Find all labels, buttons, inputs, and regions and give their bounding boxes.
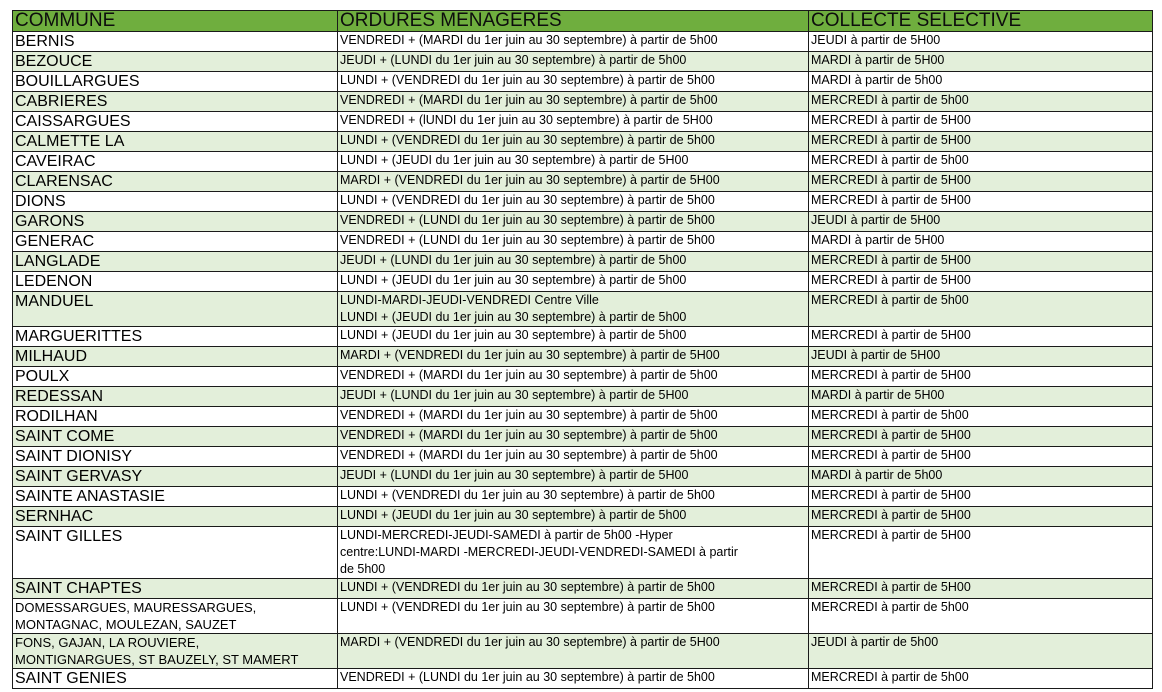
collecte-selective-text: MERCREDI à partir de 5H00 — [811, 508, 971, 522]
collecte-selective-cell — [809, 367, 1153, 387]
commune-name: FONS, GAJAN, LA ROUVIERE, — [15, 635, 200, 650]
collecte-selective-text: MERCREDI à partir de 5H00 — [811, 428, 971, 442]
table-row — [13, 92, 1153, 112]
collecte-selective-text: MERCREDI à partir de 5h00 — [811, 600, 969, 614]
collecte-selective-cell — [809, 669, 1153, 689]
commune-name: BERNIS — [15, 33, 75, 50]
ordures-menageres-cell — [338, 192, 809, 212]
commune-name: RODILHAN — [15, 408, 98, 425]
commune-name: SAINTE ANASTASIE — [15, 488, 165, 505]
commune-cell — [13, 232, 338, 252]
ordures-menageres-text: LUNDI-MERCREDI-JEUDI-SAMEDI à partir de 5h00 -Hyper — [340, 528, 673, 542]
commune-cell — [13, 212, 338, 232]
ordures-menageres-text: LUNDI + (JEUDI du 1er juin au 30 septembre) à partir de 5h00 — [340, 310, 687, 324]
commune-name: CAVEIRAC — [15, 153, 96, 170]
ordures-menageres-text: LUNDI + (VENDREDI du 1er juin au 30 septembre) à partir de 5h00 — [340, 73, 715, 87]
table-row — [13, 292, 1153, 327]
collecte-selective-text: MERCREDI à partir de 5H00 — [811, 253, 971, 267]
commune-cell — [13, 407, 338, 427]
ordures-menageres-cell — [338, 487, 809, 507]
collecte-selective-text: JEUDI à partir de 5H00 — [811, 348, 941, 362]
commune-name: SAINT DIONISY — [15, 448, 133, 465]
collecte-selective-cell — [809, 112, 1153, 132]
collecte-selective-cell — [809, 487, 1153, 507]
ordures-menageres-text: VENDREDI + (MARDI du 1er juin au 30 septembre) à partir de 5h00 — [340, 448, 718, 462]
table-row — [13, 232, 1153, 252]
collecte-selective-cell — [809, 132, 1153, 152]
collecte-selective-cell — [809, 92, 1153, 112]
table-row — [13, 367, 1153, 387]
collecte-selective-text: MERCREDI à partir de 5H00 — [811, 173, 971, 187]
commune-cell — [13, 52, 338, 72]
collecte-selective-text: MERCREDI à partir de 5h00 — [811, 670, 969, 684]
table-row — [13, 387, 1153, 407]
commune-name: SAINT GERVASY — [15, 468, 143, 485]
collecte-selective-cell — [809, 407, 1153, 427]
table-row — [13, 152, 1153, 172]
collecte-selective-text: MARDI à partir de 5h00 — [811, 73, 943, 87]
collecte-selective-cell — [809, 252, 1153, 272]
table-row — [13, 634, 1153, 669]
collecte-selective-cell — [809, 427, 1153, 447]
collecte-selective-cell — [809, 272, 1153, 292]
commune-name: GARONS — [15, 213, 85, 230]
ordures-menageres-text: MARDI + (VENDREDI du 1er juin au 30 septembre) à partir de 5H00 — [340, 348, 720, 362]
header-collecte-selective: COLLECTE SELECTIVE — [809, 11, 1153, 32]
collecte-selective-text: JEUDI à partir de 5h00 — [811, 635, 939, 649]
commune-name: SERNHAC — [15, 508, 94, 525]
table-row — [13, 507, 1153, 527]
ordures-menageres-cell — [338, 232, 809, 252]
collecte-selective-cell — [809, 192, 1153, 212]
collecte-selective-text: MERCREDI à partir de 5H00 — [811, 328, 971, 342]
collecte-selective-text: MERCREDI à partir de 5H00 — [811, 580, 971, 594]
commune-name: GENERAC — [15, 233, 95, 250]
commune-cell — [13, 427, 338, 447]
ordures-menageres-cell — [338, 347, 809, 367]
ordures-menageres-cell — [338, 272, 809, 292]
commune-name: DOMESSARGUES, MAURESSARGUES, — [15, 600, 257, 615]
table-row — [13, 32, 1153, 52]
ordures-menageres-text: LUNDI + (JEUDI du 1er juin au 30 septembre) à partir de 5H00 — [340, 153, 689, 167]
ordures-menageres-text: VENDREDI + (lUNDI du 1er juin au 30 septembre) à partir de 5H00 — [340, 113, 713, 127]
schedule-table-wrapper — [12, 10, 1152, 689]
ordures-menageres-cell — [338, 327, 809, 347]
commune-name: REDESSAN — [15, 388, 104, 405]
commune-cell — [13, 599, 338, 634]
collecte-selective-text: MERCREDI à partir de 5h00 — [811, 93, 969, 107]
commune-cell — [13, 72, 338, 92]
collecte-selective-text: MERCREDI à partir de 5H00 — [811, 193, 971, 207]
commune-cell — [13, 579, 338, 599]
collecte-selective-text: MARDI à partir de 5h00 — [811, 468, 943, 482]
ordures-menageres-cell — [338, 112, 809, 132]
ordures-menageres-cell — [338, 32, 809, 52]
commune-name: MANDUEL — [15, 293, 94, 310]
ordures-menageres-cell — [338, 92, 809, 112]
commune-name: BEZOUCE — [15, 53, 93, 70]
ordures-menageres-cell — [338, 52, 809, 72]
ordures-menageres-text: LUNDI + (JEUDI du 1er juin au 30 septembre) à partir de 5h00 — [340, 508, 687, 522]
table-row — [13, 447, 1153, 467]
collecte-selective-cell — [809, 527, 1153, 579]
collecte-selective-text: MERCREDI à partir de 5H00 — [811, 113, 971, 127]
collecte-selective-cell — [809, 292, 1153, 327]
ordures-menageres-text: VENDREDI + (MARDI du 1er juin au 30 septembre) à partir de 5h00 — [340, 368, 718, 382]
commune-name: LEDENON — [15, 273, 93, 290]
collecte-selective-text: MERCREDI à partir de 5H00 — [811, 368, 971, 382]
commune-cell — [13, 347, 338, 367]
table-row — [13, 467, 1153, 487]
commune-cell — [13, 507, 338, 527]
commune-name: MONTAGNAC, MOULEZAN, SAUZET — [15, 617, 237, 632]
collecte-selective-cell — [809, 579, 1153, 599]
commune-cell — [13, 252, 338, 272]
ordures-menageres-cell — [338, 467, 809, 487]
commune-name: MILHAUD — [15, 348, 88, 365]
commune-name: SAINT GILLES — [15, 528, 123, 545]
commune-cell — [13, 292, 338, 327]
collecte-selective-cell — [809, 72, 1153, 92]
collecte-selective-text: MERCREDI à partir de 5H00 — [811, 528, 971, 542]
table-row — [13, 487, 1153, 507]
ordures-menageres-text: LUNDI + (VENDREDI du 1er juin au 30 septembre) à partir de 5h00 — [340, 193, 715, 207]
ordures-menageres-cell — [338, 634, 809, 669]
commune-cell — [13, 192, 338, 212]
ordures-menageres-text: LUNDI + (JEUDI du 1er juin au 30 septembre) à partir de 5h00 — [340, 273, 687, 287]
collecte-selective-cell — [809, 52, 1153, 72]
commune-cell — [13, 367, 338, 387]
table-row — [13, 172, 1153, 192]
ordures-menageres-text: LUNDI + (VENDREDI du 1er juin au 30 septembre) à partir de 5h00 — [340, 600, 715, 614]
table-row — [13, 252, 1153, 272]
ordures-menageres-text: VENDREDI + (LUNDI du 1er juin au 30 septembre) à partir de 5h00 — [340, 670, 715, 684]
commune-cell — [13, 387, 338, 407]
table-row — [13, 212, 1153, 232]
collecte-selective-text: MERCREDI à partir de 5H00 — [811, 133, 971, 147]
table-body — [13, 32, 1153, 689]
table-row — [13, 72, 1153, 92]
commune-cell — [13, 634, 338, 669]
ordures-menageres-text: de 5h00 — [340, 562, 386, 576]
commune-name: CALMETTE LA — [15, 133, 125, 150]
ordures-menageres-text: MARDI + (VENDREDI du 1er juin au 30 septembre) à partir de 5H00 — [340, 635, 720, 649]
collecte-selective-cell — [809, 599, 1153, 634]
commune-name: CABRIERES — [15, 93, 108, 110]
table-row — [13, 272, 1153, 292]
ordures-menageres-cell — [338, 172, 809, 192]
collecte-selective-text: MARDI à partir de 5H00 — [811, 388, 945, 402]
table-row — [13, 427, 1153, 447]
table-row — [13, 599, 1153, 634]
ordures-menageres-cell — [338, 152, 809, 172]
ordures-menageres-cell — [338, 132, 809, 152]
table-row — [13, 527, 1153, 579]
commune-cell — [13, 527, 338, 579]
commune-cell — [13, 132, 338, 152]
table-row — [13, 52, 1153, 72]
ordures-menageres-cell — [338, 579, 809, 599]
commune-cell — [13, 152, 338, 172]
collecte-selective-cell — [809, 634, 1153, 669]
collecte-selective-text: MERCREDI à partir de 5h00 — [811, 293, 969, 307]
commune-name: CAISSARGUES — [15, 113, 131, 130]
commune-name: SAINT GENIES — [15, 670, 127, 687]
ordures-menageres-text: JEUDI + (LUNDI du 1er juin au 30 septembre) à partir de 5h00 — [340, 253, 687, 267]
collecte-selective-text: MARDI à partir de 5H00 — [811, 53, 945, 67]
table-row — [13, 347, 1153, 367]
collecte-selective-cell — [809, 347, 1153, 367]
ordures-menageres-cell — [338, 599, 809, 634]
collecte-selective-cell — [809, 32, 1153, 52]
ordures-menageres-text: LUNDI + (VENDREDI du 1er juin au 30 septembre) à partir de 5h00 — [340, 488, 715, 502]
collecte-selective-text: MERCREDI à partir de 5H00 — [811, 273, 971, 287]
collecte-selective-text: JEUDI à partir de 5H00 — [811, 213, 941, 227]
ordures-menageres-cell — [338, 447, 809, 467]
header-row — [13, 11, 1153, 32]
collecte-selective-cell — [809, 232, 1153, 252]
collecte-selective-cell — [809, 447, 1153, 467]
ordures-menageres-text: JEUDI + (LUNDI du 1er juin au 30 septembre) à partir de 5h00 — [340, 53, 687, 67]
ordures-menageres-cell — [338, 407, 809, 427]
ordures-menageres-cell — [338, 367, 809, 387]
collecte-selective-cell — [809, 507, 1153, 527]
ordures-menageres-text: LUNDI + (VENDREDI du 1er juin au 30 septembre) à partir de 5h00 — [340, 580, 715, 594]
ordures-menageres-text: MARDI + (VENDREDI du 1er juin au 30 septembre) à partir de 5H00 — [340, 173, 720, 187]
collecte-selective-text: MERCREDI à partir de 5H00 — [811, 488, 971, 502]
ordures-menageres-text: VENDREDI + (LUNDI du 1er juin au 30 septembre) à partir de 5h00 — [340, 213, 715, 227]
commune-cell — [13, 32, 338, 52]
commune-cell — [13, 112, 338, 132]
collecte-selective-cell — [809, 327, 1153, 347]
commune-name: MONTIGNARGUES, ST BAUZELY, ST MAMERT — [15, 652, 299, 667]
header-ordures-menageres: ORDURES MENAGERES — [338, 11, 809, 32]
ordures-menageres-text: VENDREDI + (MARDI du 1er juin au 30 septembre) à partir de 5h00 — [340, 408, 718, 422]
commune-cell — [13, 669, 338, 689]
ordures-menageres-cell — [338, 527, 809, 579]
commune-cell — [13, 487, 338, 507]
collecte-selective-text: MERCREDI à partir de 5h00 — [811, 153, 969, 167]
table-row — [13, 112, 1153, 132]
commune-cell — [13, 327, 338, 347]
header-commune: COMMUNE — [13, 11, 338, 32]
commune-name: BOUILLARGUES — [15, 73, 140, 90]
ordures-menageres-text: VENDREDI + (MARDI du 1er juin au 30 septembre) à partir de 5h00 — [340, 93, 718, 107]
table-row — [13, 192, 1153, 212]
ordures-menageres-text: LUNDI + (VENDREDI du 1er juin au 30 septembre) à partir de 5h00 — [340, 133, 715, 147]
collecte-selective-text: MERCREDI à partir de 5h00 — [811, 408, 969, 422]
table-row — [13, 407, 1153, 427]
ordures-menageres-cell — [338, 72, 809, 92]
ordures-menageres-cell — [338, 212, 809, 232]
ordures-menageres-text: JEUDI + (LUNDI du 1er juin au 30 septembre) à partir de 5H00 — [340, 388, 689, 402]
table-row — [13, 669, 1153, 689]
commune-cell — [13, 172, 338, 192]
ordures-menageres-text: VENDREDI + (MARDI du 1er juin au 30 septembre) à partir de 5h00 — [340, 428, 718, 442]
table-row — [13, 579, 1153, 599]
ordures-menageres-cell — [338, 427, 809, 447]
commune-cell — [13, 447, 338, 467]
ordures-menageres-text: LUNDI-MARDI-JEUDI-VENDREDI Centre Ville — [340, 293, 599, 307]
collecte-selective-text: MARDI à partir de 5H00 — [811, 233, 945, 247]
ordures-menageres-cell — [338, 507, 809, 527]
collecte-selective-text: JEUDI à partir de 5H00 — [811, 33, 941, 47]
ordures-menageres-text: centre:LUNDI-MARDI -MERCREDI-JEUDI-VENDREDI-SAMEDI à partir — [340, 545, 738, 559]
collecte-selective-cell — [809, 467, 1153, 487]
collecte-selective-cell — [809, 387, 1153, 407]
commune-cell — [13, 467, 338, 487]
commune-name: LANGLADE — [15, 253, 101, 270]
commune-name: DIONS — [15, 193, 66, 210]
commune-name: SAINT COME — [15, 428, 115, 445]
commune-name: POULX — [15, 368, 70, 385]
collecte-selective-cell — [809, 152, 1153, 172]
table-row — [13, 132, 1153, 152]
table-row — [13, 327, 1153, 347]
commune-cell — [13, 92, 338, 112]
commune-name: MARGUERITTES — [15, 328, 143, 345]
collecte-selective-cell — [809, 212, 1153, 232]
ordures-menageres-cell — [338, 669, 809, 689]
ordures-menageres-text: JEUDI + (LUNDI du 1er juin au 30 septembre) à partir de 5H00 — [340, 468, 689, 482]
ordures-menageres-text: LUNDI + (JEUDI du 1er juin au 30 septembre) à partir de 5h00 — [340, 328, 687, 342]
collection-schedule-table — [12, 10, 1153, 689]
commune-name: SAINT CHAPTES — [15, 580, 142, 597]
ordures-menageres-cell — [338, 387, 809, 407]
ordures-menageres-cell — [338, 292, 809, 327]
commune-cell — [13, 272, 338, 292]
ordures-menageres-cell — [338, 252, 809, 272]
ordures-menageres-text: VENDREDI + (LUNDI du 1er juin au 30 septembre) à partir de 5h00 — [340, 233, 715, 247]
collecte-selective-cell — [809, 172, 1153, 192]
commune-name: CLARENSAC — [15, 173, 113, 190]
collecte-selective-text: MERCREDI à partir de 5H00 — [811, 448, 971, 462]
ordures-menageres-text: VENDREDI + (MARDI du 1er juin au 30 septembre) à partir de 5h00 — [340, 33, 718, 47]
